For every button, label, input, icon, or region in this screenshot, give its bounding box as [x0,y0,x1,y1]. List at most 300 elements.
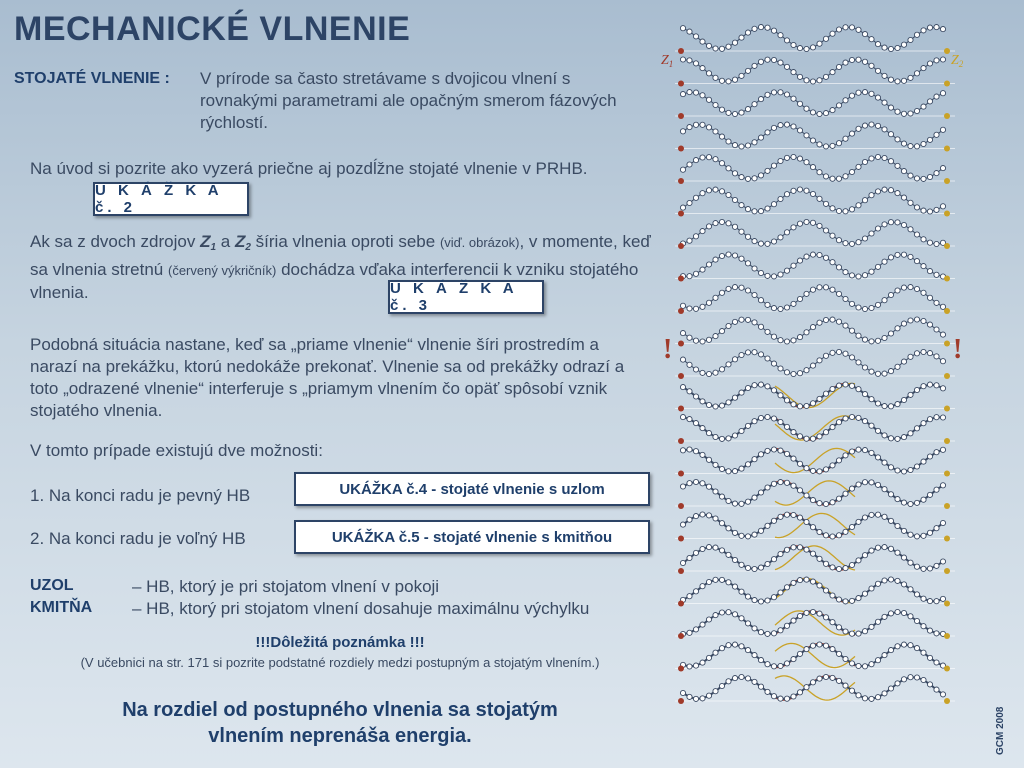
medium-point [797,613,802,618]
medium-point [713,404,718,409]
demo-2-button[interactable]: U K Á Ž K A č. 2 [93,182,249,216]
source-z1-dot [678,698,684,704]
medium-point [921,208,926,213]
medium-point [914,144,919,149]
medium-point [849,273,854,278]
medium-point [810,252,815,257]
medium-point [849,328,854,333]
medium-point [869,662,874,667]
medium-point [921,459,926,464]
medium-point [908,318,913,323]
medium-point [810,436,815,441]
medium-point [758,490,763,495]
medium-point [823,174,828,179]
medium-point [765,598,770,603]
medium-point [745,261,750,266]
medium-point [719,219,724,224]
medium-point [719,107,724,112]
medium-point [849,25,854,30]
medium-point [882,73,887,78]
medium-point [680,129,685,134]
source-z2-dot [944,146,950,152]
medium-point [745,234,750,239]
source-z2-dot [944,536,950,542]
medium-point [875,338,880,343]
medium-point [830,143,835,148]
medium-point [901,469,906,474]
medium-point [836,651,841,656]
medium-point [758,452,763,457]
medium-point [882,404,887,409]
z2-letter: Z [234,232,246,251]
medium-point [804,188,809,193]
medium-point [778,480,783,485]
medium-point [765,329,770,334]
medium-point [914,387,919,392]
medium-point [875,619,880,624]
medium-point [836,349,841,354]
medium-point [895,326,900,331]
medium-point [921,176,926,181]
medium-point [726,139,731,144]
medium-point [823,228,828,233]
medium-point [849,688,854,693]
medium-point [804,685,809,690]
medium-point [862,337,867,342]
medium-point [843,629,848,634]
source-z2-dot [944,633,950,639]
medium-point [778,196,783,201]
sources-text-a: Ak sa z dvoch zdrojov [30,232,196,251]
medium-point [862,59,867,64]
medium-point [778,393,783,398]
medium-point [687,162,692,167]
medium-point [784,122,789,127]
medium-point [700,122,705,127]
medium-point [706,224,711,229]
medium-point [765,206,770,211]
medium-point [862,629,867,634]
medium-point [882,335,887,340]
medium-point [739,256,744,261]
medium-point [732,642,737,647]
medium-point [914,176,919,181]
medium-point [895,402,900,407]
medium-point [719,78,724,83]
medium-point [771,361,776,366]
medium-point [732,357,737,362]
medium-point [680,357,685,362]
medium-point [888,686,893,691]
medium-point [830,31,835,36]
medium-point [758,209,763,214]
medium-point [921,384,926,389]
medium-point [713,75,718,80]
medium-point [921,566,926,571]
medium-point [888,77,893,82]
medium-point [778,663,783,668]
medium-point [810,45,815,50]
source-z1-dot [678,406,684,412]
medium-point [927,530,932,535]
medium-point [804,436,809,441]
medium-point [680,303,685,308]
medium-point [869,586,874,591]
medium-point [940,447,945,452]
medium-point [882,155,887,160]
medium-point [895,191,900,196]
medium-point [706,188,711,193]
medium-point [693,271,698,276]
medium-point [771,631,776,636]
medium-point [726,221,731,226]
medium-point [719,290,724,295]
medium-point [869,339,874,344]
medium-point [752,292,757,297]
medium-point [908,467,913,472]
medium-point [817,501,822,506]
medium-point [706,43,711,48]
medium-point [934,94,939,99]
medium-point [791,512,796,517]
medium-point [706,579,711,584]
option-fixed-end: 1. Na konci radu je pevný HB [30,486,251,505]
medium-point [739,352,744,357]
medium-point [752,209,757,214]
medium-point [934,272,939,277]
medium-point [940,415,945,420]
medium-point [791,456,796,461]
medium-point [914,286,919,291]
source-z2-dot [944,373,950,379]
source-z1-dot [678,373,684,379]
medium-point [908,643,913,648]
medium-point [680,448,685,453]
medium-point [888,132,893,137]
medium-point [726,552,731,557]
medium-point [869,624,874,629]
wave-rows [675,25,955,705]
medium-point [862,90,867,95]
medium-point [745,676,750,681]
medium-point [700,546,705,551]
medium-point [901,285,906,290]
medium-point [830,233,835,238]
medium-point [726,323,731,328]
medium-point [778,60,783,65]
medium-point [895,550,900,555]
medium-point [693,367,698,372]
medium-point [765,302,770,307]
medium-point [940,27,945,32]
medium-point [700,452,705,457]
medium-point [849,598,854,603]
medium-point [882,614,887,619]
medium-point [856,203,861,208]
medium-point [778,551,783,556]
medium-point [804,254,809,259]
medium-point [784,339,789,344]
medium-point [693,195,698,200]
medium-point [771,595,776,600]
medium-point [700,93,705,98]
medium-point [706,155,711,160]
medium-point [732,77,737,82]
medium-point [940,692,945,697]
medium-point [856,240,861,245]
medium-point [745,30,750,35]
medium-point [804,547,809,552]
medium-point [856,126,861,131]
medium-point [700,426,705,431]
medium-point [693,479,698,484]
medium-point [901,500,906,505]
medium-point [745,594,750,599]
medium-point [765,662,770,667]
medium-point [771,481,776,486]
medium-point [875,226,880,231]
medium-point [914,592,919,597]
source-z1-dot [678,113,684,119]
medium-point [882,45,887,50]
medium-point [810,220,815,225]
medium-point [830,317,835,322]
z1-letter: Z [200,232,211,251]
medium-point [739,428,744,433]
medium-point [739,110,744,115]
source-z1-dot [678,503,684,509]
medium-point [752,350,757,355]
medium-point [862,553,867,558]
source-z2-dot [944,211,950,217]
medium-point [817,469,822,474]
medium-point [830,108,835,113]
demo-4-button[interactable]: UKÁŽKA č.4 - stojaté vlnenie s uzlom [294,472,650,506]
medium-point [869,512,874,517]
medium-point [823,533,828,538]
medium-point [914,564,919,569]
medium-point [706,71,711,76]
medium-point [869,696,874,701]
medium-point [745,288,750,293]
exclamation-right-icon: ! [953,334,963,365]
medium-point [869,193,874,198]
medium-point [823,391,828,396]
medium-point [908,392,913,397]
paragraph-intro-demo: Na úvod si pozrite ako vyzerá priečne aj pozdĺžne stojaté vlnenie v PRHB. [30,159,588,178]
medium-point [823,467,828,472]
medium-point [934,207,939,212]
medium-point [849,241,854,246]
medium-point [713,102,718,107]
medium-point [791,338,796,343]
medium-point [739,229,744,234]
medium-point [836,103,841,108]
medium-point [765,485,770,490]
medium-point [784,585,789,590]
medium-point [758,241,763,246]
medium-point [700,39,705,44]
medium-point [921,318,926,323]
medium-point [849,93,854,98]
medium-point [765,241,770,246]
medium-point [791,545,796,550]
medium-point [797,488,802,493]
medium-point [719,329,724,334]
z1-label [200,232,216,251]
medium-point [739,285,744,290]
medium-point [687,555,692,560]
medium-point [901,397,906,402]
medium-point [771,664,776,669]
medium-point [804,46,809,51]
medium-point [706,617,711,622]
medium-point [856,482,861,487]
medium-point [869,423,874,428]
z2-sub: 2 [245,242,251,253]
medium-point [875,154,880,159]
medium-point [908,111,913,116]
medium-point [882,371,887,376]
medium-point [940,91,945,96]
medium-point [784,424,789,429]
medium-point [901,195,906,200]
medium-point [934,327,939,332]
medium-point [810,643,815,648]
medium-point [875,482,880,487]
medium-point [817,252,822,257]
source-z2-dot [944,308,950,314]
source-z2-dot [944,276,950,282]
medium-point [771,57,776,62]
medium-point [713,613,718,618]
medium-point [849,207,854,212]
medium-point [895,45,900,50]
medium-point [765,631,770,636]
medium-point [726,610,731,615]
medium-point [680,484,685,489]
medium-point [706,431,711,436]
medium-point [823,36,828,41]
medium-point [901,78,906,83]
medium-point [869,37,874,42]
source-z1-dot [678,633,684,639]
medium-point [856,57,861,62]
medium-point [843,241,848,246]
medium-point [784,305,789,310]
medium-point [823,561,828,566]
medium-point [830,620,835,625]
medium-point [752,320,757,325]
medium-point [940,359,945,364]
medium-point [862,123,867,128]
medium-point [752,598,757,603]
medium-point [687,335,692,340]
medium-point [921,237,926,242]
medium-point [713,689,718,694]
medium-point [934,526,939,531]
medium-point [843,351,848,356]
medium-point [771,388,776,393]
medium-point [693,663,698,668]
medium-point [771,274,776,279]
medium-point [739,73,744,78]
medium-point [719,46,724,51]
medium-point [765,523,770,528]
demo-5-button[interactable]: UKÁŽKA č.5 - stojaté vlnenie s kmitňou [294,520,650,554]
medium-point [823,674,828,679]
medium-point [765,57,770,62]
source-z2-dot [944,48,950,54]
medium-point [836,319,841,324]
demo-3-button[interactable]: U K Á Ž K A č. 3 [388,280,544,314]
medium-point [914,464,919,469]
medium-point [934,171,939,176]
medium-point [843,296,848,301]
medium-point [726,580,731,585]
medium-point [804,133,809,138]
medium-point [713,157,718,162]
medium-point [895,109,900,114]
medium-point [719,436,724,441]
medium-point [830,463,835,468]
medium-point [804,577,809,582]
medium-point [882,653,887,658]
credit-text: GCM 2008 [995,706,1006,755]
medium-point [901,141,906,146]
medium-point [797,101,802,106]
medium-point [875,264,880,269]
medium-point [687,389,692,394]
medium-point [765,92,770,97]
medium-point [752,26,757,31]
medium-point [940,57,945,62]
sources-text-c: , v momente, keď sa vlnenia stretnú [30,232,651,279]
medium-point [713,577,718,582]
medium-point [732,584,737,589]
medium-point [732,612,737,617]
medium-point [888,465,893,470]
medium-point [706,300,711,305]
medium-point [830,386,835,391]
medium-point [914,259,919,264]
medium-point [778,158,783,163]
medium-point [791,263,796,268]
medium-point [934,487,939,492]
medium-point [687,517,692,522]
medium-point [856,90,861,95]
medium-point [765,384,770,389]
medium-point [908,254,913,259]
medium-point [914,32,919,37]
medium-point [739,144,744,149]
medium-point [693,589,698,594]
sources-text-b: šíria vlnenia oproti sebe [255,232,436,251]
medium-point [921,28,926,33]
medium-point [719,577,724,582]
medium-point [745,565,750,570]
medium-point [765,130,770,135]
medium-point [713,295,718,300]
source-z1-dot [678,341,684,347]
note-title: !!!Dôležitá poznámka !!! [255,634,425,651]
medium-point [732,197,737,202]
medium-point [823,111,828,116]
medium-point [921,349,926,354]
medium-point [804,160,809,165]
medium-point [726,286,731,291]
source-z1-dot [678,308,684,314]
